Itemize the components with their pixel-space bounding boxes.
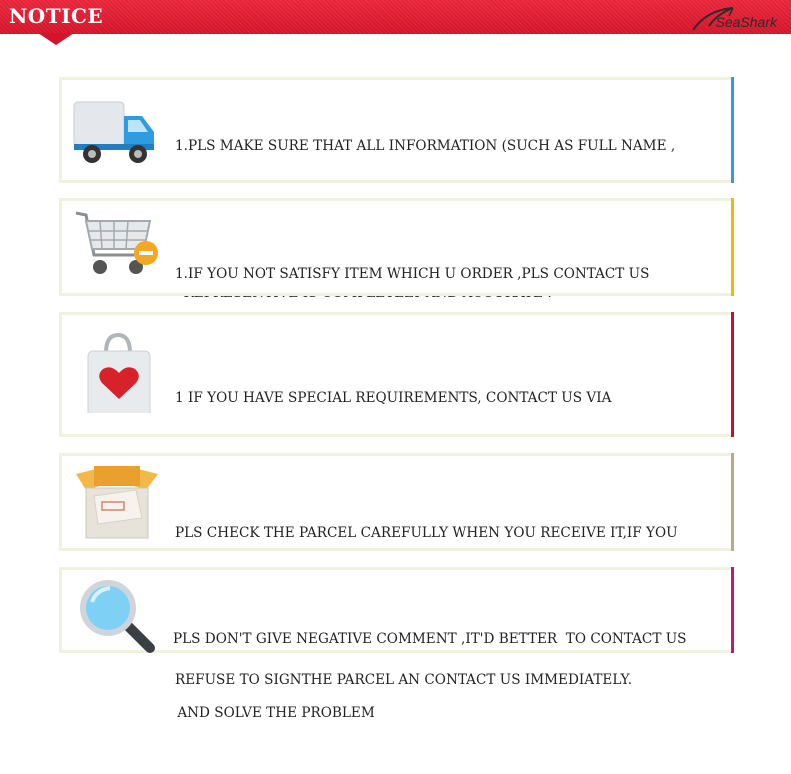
notice-line: PLS CHECK THE PARCEL CAREFULLY WHEN YOU RECEIVE IT,IF YOU <box>175 525 678 541</box>
card-accent-bar <box>731 77 734 183</box>
notice-line: 1.IF YOU NOT SATISFY ITEM WHICH U ORDER ,PLS CONTACT US <box>175 266 650 282</box>
open-box-icon <box>72 460 162 540</box>
card-accent-bar <box>731 198 734 296</box>
heart-bag-icon <box>72 333 162 413</box>
notice-card-special <box>59 312 734 437</box>
notice-line: AND SOLVE THE PROBLEM <box>173 704 375 721</box>
notice-card-info <box>59 77 734 183</box>
delivery-truck-icon <box>72 92 162 172</box>
notice-text <box>173 578 714 774</box>
notice-line: 1 IF YOU HAVE SPECIAL REQUIREMENTS, CONTACT US VIA <box>175 390 612 406</box>
notice-line: REFUSE TO SIGNTHE PARCEL AN CONTACT US IMMEDIATELY. <box>175 672 633 688</box>
brand-name: SeaShark <box>715 14 777 30</box>
notice-line: 1.PLS MAKE SURE THAT ALL INFORMATION (SUCH AS FULL NAME , <box>175 138 676 154</box>
notice-line: PLS DON'T GIVE NEGATIVE COMMENT ,IT'D BETTER TO CONTACT US <box>173 631 687 647</box>
magnifier-icon <box>72 574 162 654</box>
card-accent-bar <box>731 453 734 551</box>
notice-banner <box>0 0 791 34</box>
notice-card-returns <box>59 198 734 296</box>
notice-title: NOTICE <box>9 4 104 28</box>
banner-notch <box>38 33 74 45</box>
card-accent-bar <box>731 312 734 437</box>
card-accent-bar <box>731 567 734 653</box>
shopping-cart-remove-icon <box>72 207 162 287</box>
